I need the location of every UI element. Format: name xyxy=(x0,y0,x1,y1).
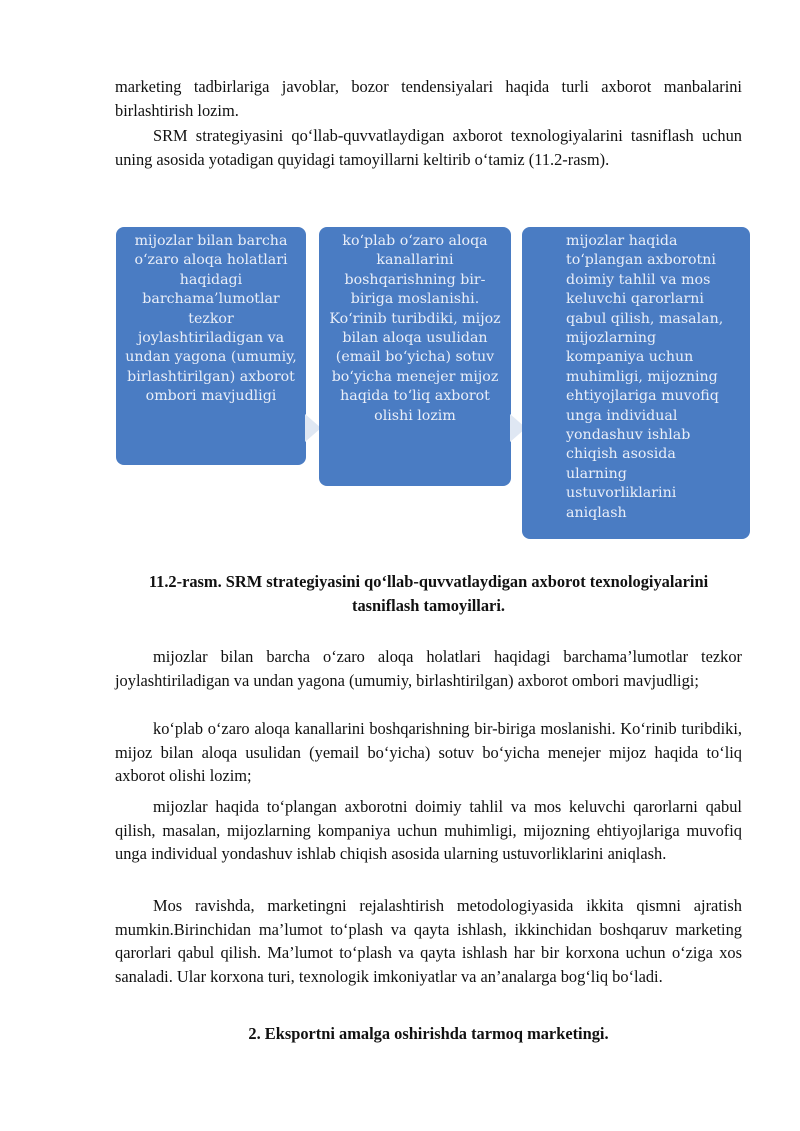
diagram-box-3-text: mijozlar haqida to‘plangan axborotni doimiy tahlil va mos keluvchi qarorlarni qabul qilish, masalan, mijozlarning kompaniya uchun muhimligi, mijozning ehtiyojlariga muvofiq unga individual yondashuv ishlab chiqish asosida ularning ustuvorliklarini aniqlash xyxy=(566,233,724,521)
figure-caption: 11.2-rasm. SRM strategiyasini qo‘llab-quvvatlaydigan axborot texnologiyalarini tasniflash tamoyillari. xyxy=(148,572,709,615)
intro-paragraph-2: SRM strategiyasini qo‘llab-quvvatlaydigan axborot texnologiyalarini tasniflash uchun uning asosida yotadigan quyidagi tamoyillarni keltirib o‘tamiz (11.2-rasm). xyxy=(115,126,742,169)
diagram-box-1-text: mijozlar bilan barcha o‘zaro aloqa holatlari haqidagi barchama’lumotlar tezkor joylashtiriladigan va undan yagona (umumiy, birlashtirilgan) axborot ombori mavjudligi xyxy=(125,233,297,405)
body-paragraph-4: Mos ravishda, marketingni rejalashtirish metodologiyasida ikkita qismni ajratish mumkin.Birinchidan ma’lumot to‘plash va qayta ishlash, ikkinchidan boshqaruv marketing qarorlari qabul qilish. Ma’lumot to‘plash va qayta ishlash har bir korxona uchun o‘ziga xos sanaladi. Ular korxona turi, texnologik imkoniyatlar va an’analarga bog‘liq bo‘ladi. xyxy=(115,896,742,986)
diagram-box-2 xyxy=(319,227,511,486)
diagram-box-2-text: ko‘plab o‘zaro aloqa kanallarini boshqarishning bir-biriga moslanishi. Ko‘rinib turibdiki, mijoz bilan aloqa usulidan (email bo‘yicha) sotuv bo‘yicha menejer mijoz haqida to‘liq axborot olishi lozim xyxy=(329,233,501,424)
intro-paragraph-1: marketing tadbirlariga javoblar, bozor tendensiyalari haqida turli axborot manbalarini birlashtirish lozim. xyxy=(115,77,742,120)
body-paragraph-2: ko‘plab o‘zaro aloqa kanallarini boshqarishning bir-biriga moslanishi. Ko‘rinib turibdiki, mijoz bilan aloqa usulidan (yemail bo‘yicha) sotuv bo‘yicha menejer mijoz haqida to‘liq axborot olishi lozim; xyxy=(115,719,742,785)
diagram-box-1 xyxy=(116,227,306,465)
body-paragraph-3: mijozlar haqida to‘plangan axborotni doimiy tahlil va mos keluvchi qarorlarni qabul qilish, masalan, mijozlarning kompaniya uchun muhimligi, mijozning ehtiyojlariga muvofiq unga individual yondashuv ishlab chiqish asosida ularning ustuvorliklarini aniqlash. xyxy=(115,797,742,863)
diagram-box-3 xyxy=(522,227,750,539)
section-heading: 2. Eksportni amalga oshirishda tarmoq marketingi. xyxy=(248,1024,609,1043)
body-paragraph-1: mijozlar bilan barcha o‘zaro aloqa holatlari haqidagi barchama’lumotlar tezkor joylashtiriladigan va undan yagona (umumiy, birlashtirilgan) axborot ombori mavjudligi; xyxy=(115,647,742,690)
